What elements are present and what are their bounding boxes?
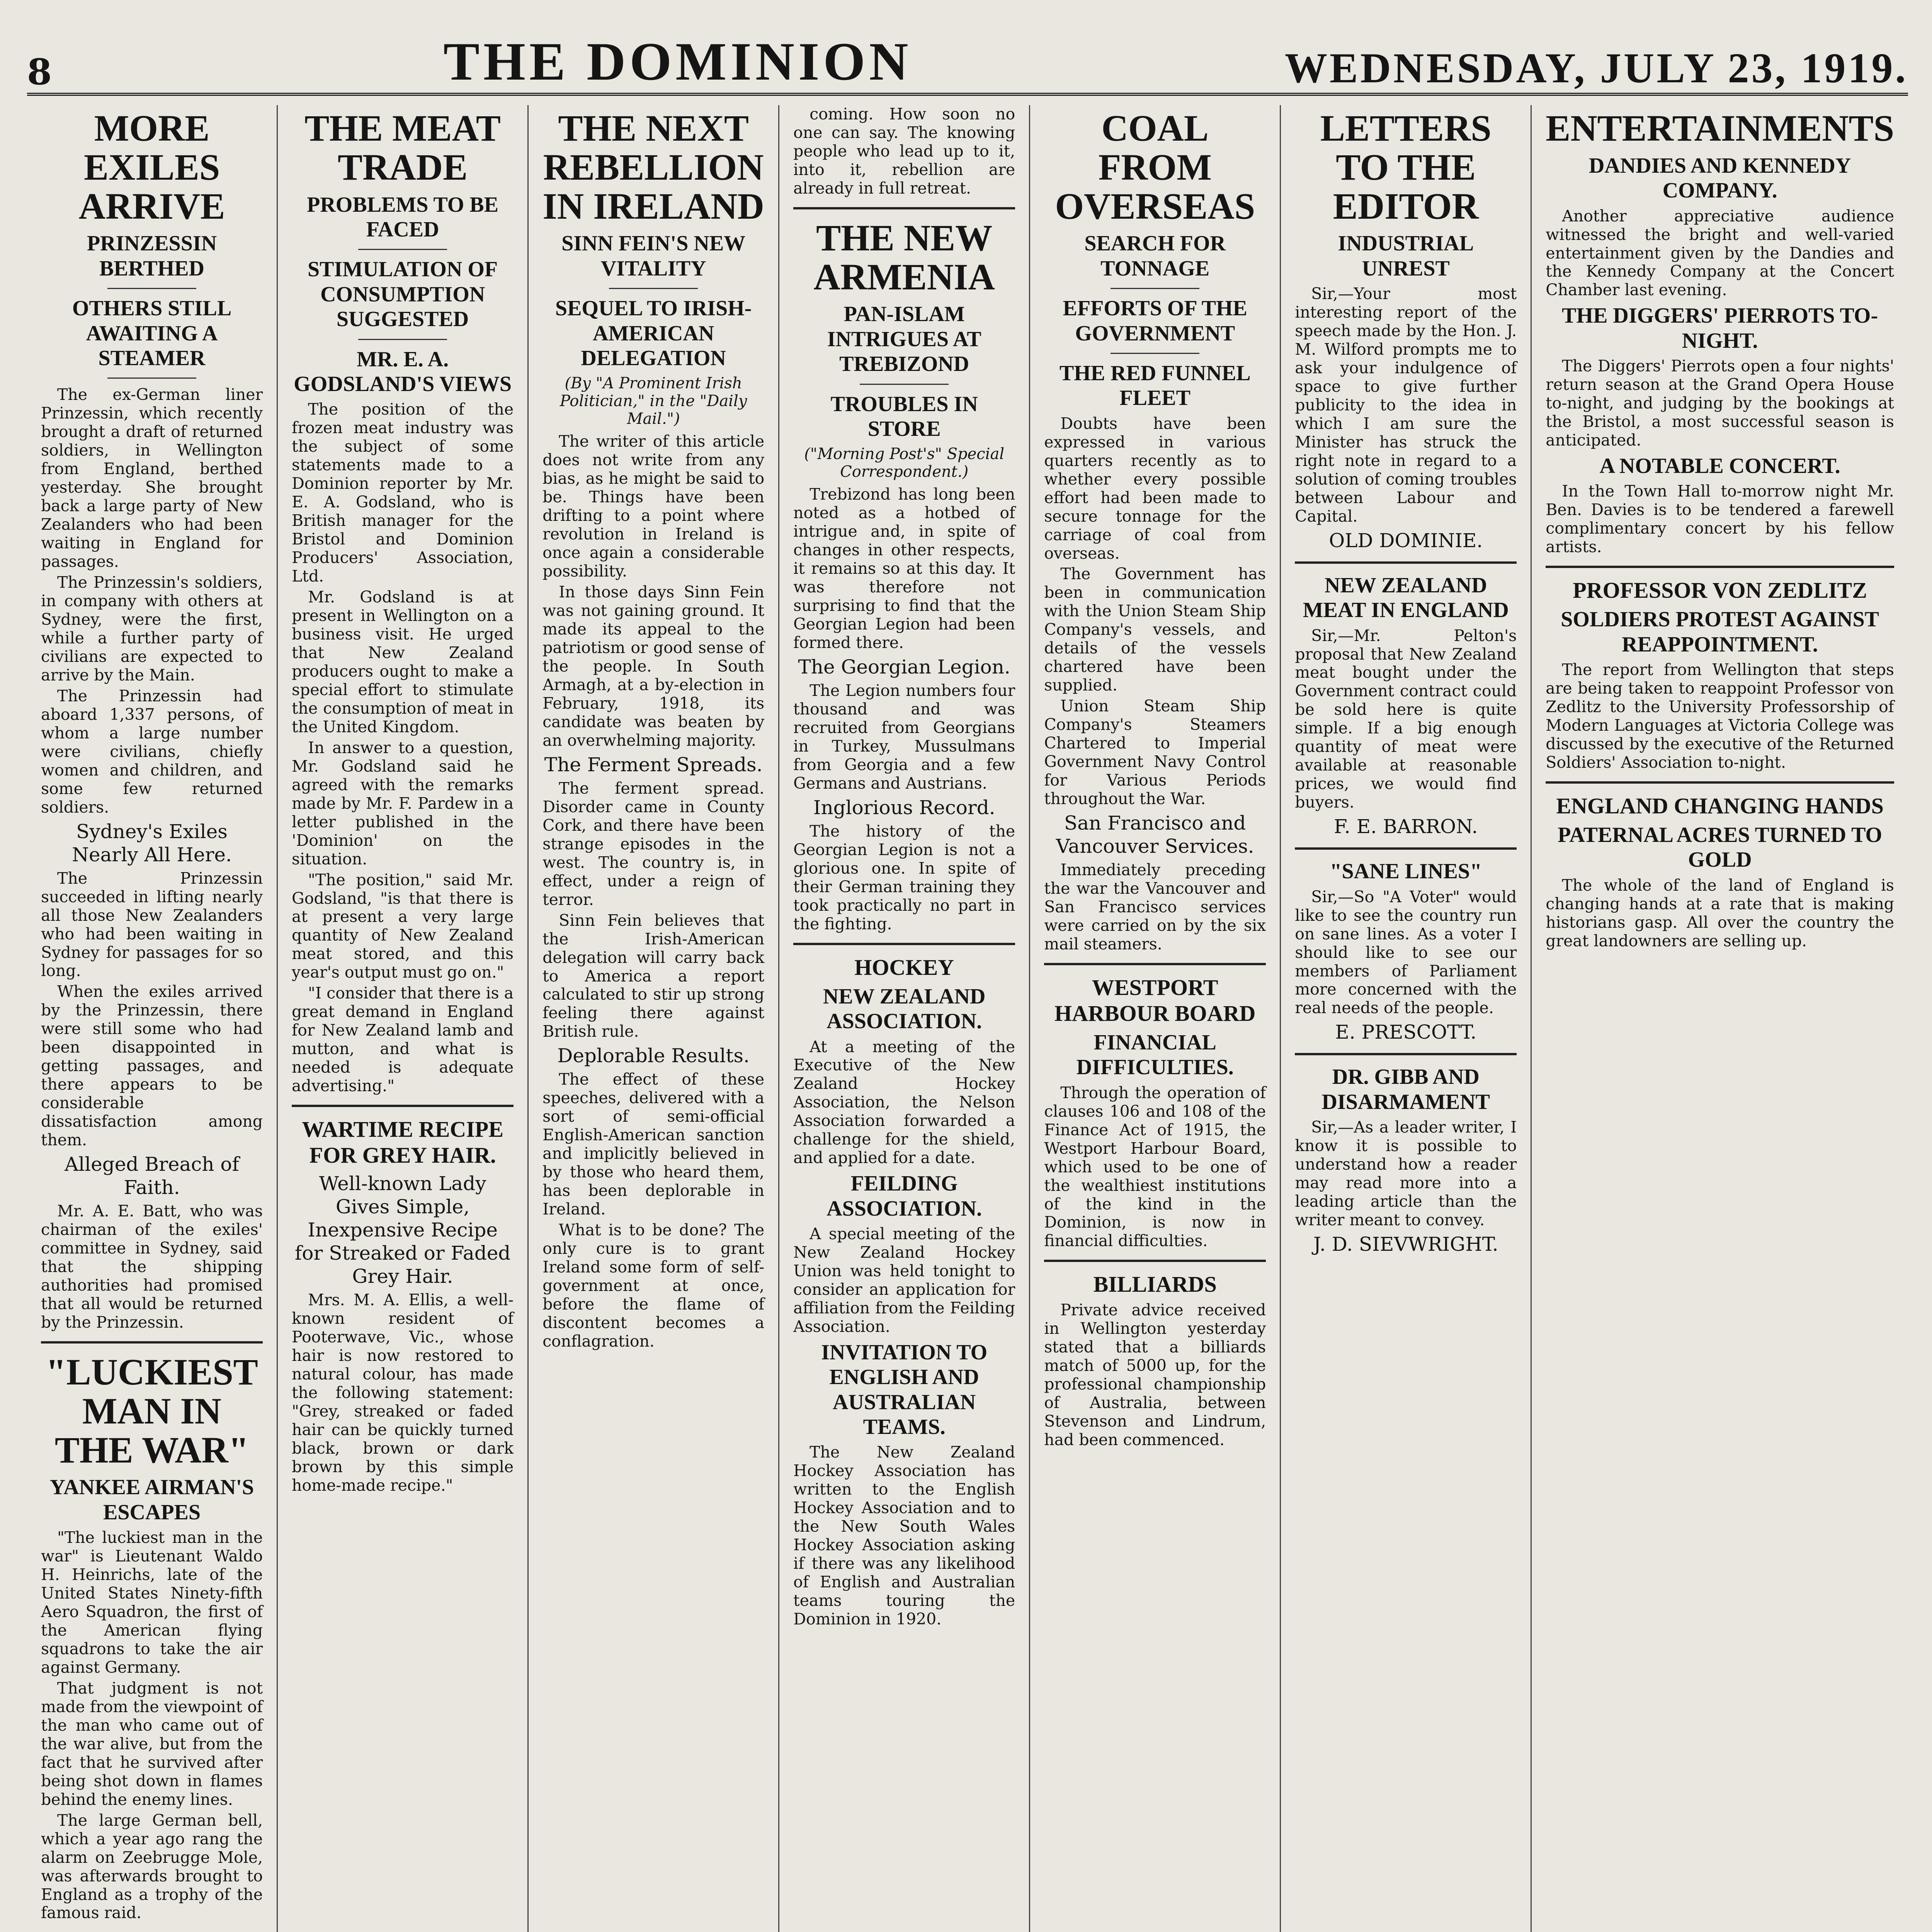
paragraph: Sir,—As a leader writer, I know it is possible to understand how a reader may read more into a leading article than the writer meant to convey.	[1295, 1118, 1517, 1230]
section-heading: PROFESSOR VON ZEDLITZ	[1573, 578, 1867, 603]
deck: INVITATION TO ENGLISH AND AUSTRALIAN TEAMS.	[821, 1340, 988, 1439]
subheading: San Francisco and Vancouver Services.	[1056, 812, 1254, 858]
paragraph: The writer of this article does not write from any bias, as he might be said to be. Things have been drifting to a point where revolution in Ireland is once again a considerable possibility.	[543, 432, 765, 581]
paragraph: The Prinzessin succeeded in lifting nearly all those New Zealanders who had been waiting in Sydney for passages for so long.	[41, 869, 263, 980]
paragraph: The whole of the land of England is changing hands at a rate that is making historians gasp. All over the country the great landowners are selling up.	[1546, 876, 1894, 950]
deck: PRINZESSIN BERTHED	[87, 231, 217, 281]
paragraph: What is to be done? The only cure is to grant Ireland some form of self-government at once, before the flame of discontent becomes a conflagration.	[543, 1221, 765, 1350]
divider	[793, 207, 1015, 209]
deck: PROBLEMS TO BE FACED	[307, 192, 498, 242]
paragraph: A special meeting of the New Zealand Hockey Union was held tonight to consider an application for affiliation from the Feilding Association.	[793, 1225, 1015, 1336]
column-2	[278, 105, 529, 1932]
headline: THE MEAT TRADE	[304, 107, 501, 188]
headline: THE NEXT REBELLION IN IRELAND	[543, 107, 764, 227]
column-3	[529, 105, 779, 1932]
divider	[1295, 1053, 1517, 1055]
deck: "SANE LINES"	[1330, 859, 1482, 884]
paragraph: Sir,—Mr. Pelton's proposal that New Zealand meat bought under the Government contract could be sold here is quite simple. If a big enough quantity of meat were available at reasonable prices, we would find buyers.	[1295, 626, 1517, 812]
deck: TROUBLES IN STORE	[830, 392, 978, 441]
paragraph: Mrs. M. A. Ellis, a well-known resident of Pooterwave, Vic., whose hair is now restored to natural colour, has made the following statement: "Grey, streaked or faded hair can be quickly turned black, brown or dark brown by this simple home-made recipe."	[292, 1291, 514, 1495]
subheading: The Ferment Spreads.	[544, 753, 763, 776]
columns	[27, 105, 1908, 1932]
column-6	[1281, 105, 1532, 1932]
divider	[41, 1341, 263, 1344]
paragraph: Mr. Godsland is at present in Wellington on a business visit. He urged that New Zealand producers ought to make a special effort to stimulate the consumption of meat in the United Kingdom.	[292, 588, 514, 736]
divider	[1044, 963, 1266, 965]
divider	[1295, 847, 1517, 850]
paragraph: The Prinzessin had aboard 1,337 persons, of whom a large number were civilians, chiefly women and children, and some few returned soldiers.	[41, 686, 263, 816]
paragraph: The Diggers' Pierrots open a four nights' return season at the Grand Opera House to-night, and judging by the bookings at the Bristol, a most successful season is anticipated.	[1546, 357, 1894, 450]
paragraph: Sir,—So "A Voter" would like to see the country run on sane lines. As a voter I should like to see our members of Parliament more concerned with the real needs of the people.	[1295, 887, 1517, 1017]
paragraph: "The luckiest man in the war" is Lieutenant Waldo H. Heinrichs, late of the United States Ninety-fifth Aero Squadron, the first of the American flying squadrons to take the air against Germany.	[41, 1528, 263, 1677]
subheading: The Georgian Legion.	[798, 656, 1010, 679]
paragraph: The Government has been in communication with the Union Steam Ship Company's vessels, and details of the vessels chartered have been supplied.	[1044, 565, 1266, 695]
subheading: Inglorious Record.	[813, 796, 995, 819]
deck: NEW ZEALAND ASSOCIATION.	[823, 984, 986, 1034]
signature: E. PRESCOTT.	[1335, 1021, 1477, 1044]
deck: INDUSTRIAL UNREST	[1338, 231, 1474, 281]
divider	[860, 384, 949, 385]
paragraph: In answer to a question, Mr. Godsland said he agreed with the remarks made by Mr. F. Pardew in a letter published in the 'Dominion' on the situation.	[292, 738, 514, 868]
column-5	[1030, 105, 1281, 1932]
divider	[609, 288, 698, 289]
section-heading: WESTPORT HARBOUR BOARD	[1054, 975, 1256, 1026]
deck: PATERNAL ACRES TURNED TO GOLD	[1558, 823, 1882, 872]
paragraph: The history of the Georgian Legion is not a glorious one. In spite of their German training they took practically no part in the fighting.	[793, 821, 1015, 933]
divider	[358, 249, 447, 250]
byline: ("Morning Post's" Special Correspondent.)	[804, 445, 1005, 481]
divider	[1111, 353, 1199, 354]
divider	[107, 378, 196, 379]
paragraph: The New Zealand Hockey Association has written to the English Hockey Association and to the New South Wales Hockey Association asking if there was any likelihood of English and Australian teams touring the Dominion in 1920.	[793, 1443, 1015, 1629]
deck: MR. E. A. GODSLAND'S VIEWS	[294, 347, 512, 396]
deck: NEW ZEALAND MEAT IN ENGLAND	[1303, 573, 1509, 622]
column-1	[27, 105, 278, 1932]
headline: ENTERTAINMENTS	[1546, 107, 1894, 149]
divider	[1295, 561, 1517, 564]
signature: OLD DOMINIE.	[1329, 529, 1483, 552]
deck: A NOTABLE CONCERT.	[1599, 454, 1840, 478]
deck: THE RED FUNNEL FLEET	[1059, 361, 1251, 410]
paragraph: In the Town Hall to-morrow night Mr. Ben. Davies is to be tendered a farewell complimentary concert by his fellow artists.	[1546, 482, 1894, 556]
deck: STIMULATION OF CONSUMPTION SUGGESTED	[308, 257, 498, 332]
paragraph: Sinn Fein believes that the Irish-American delegation will carry back to America a report calculated to stir up strong feeling there against British rule.	[543, 911, 765, 1041]
deck: SINN FEIN'S NEW VITALITY	[561, 231, 746, 281]
paragraph: "The position," said Mr. Godsland, "is that there is at present a very large quantity of New Zealand meat stored, and this year's output must go on."	[292, 870, 514, 982]
divider	[793, 943, 1015, 945]
subheading: Deplorable Results.	[557, 1044, 750, 1067]
paragraph: Sir,—Your most interesting report of the speech made by the Hon. J. M. Wilford prompts me to ask your indulgence of space to give further publicity to the idea in which I am sure the Minister has struck the right note in regard to a solution of coming troubles between Labour and Capital.	[1295, 284, 1517, 526]
paragraph: The Prinzessin's soldiers, in company with others at Sydney, were the first, while a further party of civilians are expected to arrive by the Main.	[41, 573, 263, 684]
paragraph: The effect of these speeches, delivered with a sort of semi-official English-American sanction and implicitly believed in by those who heard them, has been deplorable in Ireland.	[543, 1070, 765, 1219]
paragraph: In those days Sinn Fein was not gaining ground. It made its appeal to the patriotism or good sense of the people. In South Armagh, at a by-election in February, 1918, its candidate was beaten by an overwhelming majority.	[543, 583, 765, 750]
paragraph: At a meeting of the Executive of the New Zealand Hockey Association, the Nelson Association forwarded a challenge for the shield, and applied for a date.	[793, 1037, 1015, 1167]
paragraph: Immediately preceding the war the Vancouver and San Francisco services were carried on by the six mail steamers.	[1044, 861, 1266, 953]
deck: DR. GIBB AND DISARMAMENT	[1321, 1065, 1490, 1114]
deck: PAN-ISLAM INTRIGUES AT TREBIZOND	[827, 302, 981, 376]
paragraph: Another appreciative audience witnessed the bright and well-varied entertainment given by the Dandies and the Kennedy Company at the Concert Chamber last evening.	[1546, 206, 1894, 299]
newspaper-title: THE DOMINION	[443, 32, 912, 92]
byline: (By "A Prominent Irish Politician," in the "Daily Mail.")	[560, 374, 747, 428]
column-7	[1532, 105, 1908, 1932]
paragraph: coming. How soon no one can say. The knowing people who lead up to it, into it, rebellion are already in full retreat.	[793, 105, 1015, 197]
section-heading: BILLIARDS	[1093, 1272, 1217, 1297]
headline: THE NEW ARMENIA	[813, 217, 995, 298]
deck: SOLDIERS PROTEST AGAINST REAPPOINTMENT.	[1561, 607, 1879, 656]
paragraph: The large German bell, which a year ago rang the alarm on Zeebrugge Mole, was afterwards brought to England as a trophy of the famous raid.	[41, 1811, 263, 1922]
divider	[292, 1105, 514, 1107]
paragraph: The Legion numbers four thousand and was recruited from Georgians in Turkey, Mussulmans from Georgia and a few Germans and Austrians.	[793, 681, 1015, 793]
masthead	[27, 32, 1908, 96]
paragraph: The position of the frozen meat industry was the subject of some statements made to a Dominion reporter by Mr. E. A. Godsland, who is British manager for the Bristol and Dominion Producers' Association, Ltd.	[292, 400, 514, 586]
deck: THE DIGGERS' PIERROTS TO-NIGHT.	[1562, 304, 1878, 353]
deck: EFFORTS OF THE GOVERNMENT	[1063, 296, 1247, 345]
section-heading: WARTIME RECIPE FOR GREY HAIR.	[302, 1117, 503, 1168]
paragraph: That judgment is not made from the viewpoint of the man who came out of the war alive, but from the fact that he survived after being shot down in flames behind the enemy lines.	[41, 1679, 263, 1809]
divider	[1546, 781, 1894, 784]
page-number: 8	[27, 51, 52, 93]
deck: DANDIES AND KENNEDY COMPANY.	[1588, 153, 1851, 203]
signature: J. D. SIEVWRIGHT.	[1313, 1233, 1498, 1255]
headline: MORE EXILES ARRIVE	[78, 107, 225, 227]
deck: FEILDING ASSOCIATION.	[827, 1172, 982, 1221]
deck: YANKEE AIRMAN'S ESCAPES	[49, 1475, 254, 1524]
section-heading: ENGLAND CHANGING HANDS	[1556, 793, 1884, 818]
paragraph: When the exiles arrived by the Prinzessin, there were still some who had been disappointed in getting passages, and there appears to be considerable dissatisfaction among them.	[41, 982, 263, 1150]
subheading: Sydney's Exiles Nearly All Here.	[72, 820, 232, 866]
issue-date: WEDNESDAY, JULY 23, 1919.	[1285, 44, 1908, 92]
divider	[1044, 1260, 1266, 1262]
divider	[358, 339, 447, 340]
paragraph: Through the operation of clauses 106 and 108 of the Finance Act of 1915, the Westport Harbour Board, which used to be one of the wealthiest institutions of the kind in the Dominion, is now in financial difficulties.	[1044, 1083, 1266, 1250]
paragraph: "I consider that there is a great demand in England for New Zealand lamb and mutton, and what is needed is adequate advertising."	[292, 984, 514, 1095]
paragraph: The ferment spread. Disorder came in County Cork, and there have been strange episodes in the west. The country is, in effect, under a reign of terror.	[543, 779, 765, 909]
paragraph: The report from Wellington that steps are being taken to reappoint Professor von Zedlitz to the University Professorship of Modern Languages at Victoria College was discussed by the executive of the Returned Soldiers' Association to-night.	[1546, 660, 1894, 772]
divider	[107, 288, 196, 289]
section-heading: HOCKEY	[854, 954, 954, 980]
subheading: Alleged Breach of Faith.	[65, 1153, 239, 1199]
paragraph: The ex-German liner Prinzessin, which recently brought a draft of returned soldiers, in Wellington from England, berthed yesterday. She brought back a large party of New Zealanders who had been waiting in England for passages.	[41, 385, 263, 571]
deck: OTHERS STILL AWAITING A STEAMER	[72, 296, 232, 370]
divider	[1546, 566, 1894, 568]
signature: F. E. BARRON.	[1333, 815, 1478, 838]
paragraph: Private advice received in Wellington yesterday stated that a billiards match of 5000 up, for the professional championship of Australia, between Stevenson and Lindrum, had been commenced.	[1044, 1301, 1266, 1449]
subheading: Well-known Lady Gives Simple, Inexpensive Recipe for Streaked or Faded Grey Hair.	[294, 1172, 511, 1288]
paragraph: Doubts have been expressed in various quarters recently as to whether every possible effort had been made to secure tonnage for the carriage of coal from overseas.	[1044, 414, 1266, 563]
paragraph: Mr. A. E. Batt, who was chairman of the exiles' committee in Sydney, said that the shipping authorities had promised that all would be returned by the Prinzessin.	[41, 1202, 263, 1332]
headline: COAL FROM OVERSEAS	[1055, 107, 1255, 227]
deck: FINANCIAL DIFFICULTIES.	[1076, 1030, 1234, 1080]
headline: LETTERS TO THE EDITOR	[1320, 107, 1492, 227]
deck: SEARCH FOR TONNAGE	[1084, 231, 1226, 281]
divider	[1111, 288, 1199, 289]
column-4	[779, 105, 1030, 1932]
paragraph: Union Steam Ship Company's Steamers Chartered to Imperial Government Navy Control for Various Periods throughout the War.	[1044, 697, 1266, 808]
headline: "LUCKIEST MAN IN THE WAR"	[46, 1351, 258, 1471]
paragraph: Trebizond has long been noted as a hotbed of intrigue and, in spite of changes in other respects, it remains so at this day. It was therefore not surprising to find that the Georgian Legion had been formed there.	[793, 485, 1015, 652]
deck: SEQUEL TO IRISH-AMERICAN DELEGATION	[555, 296, 752, 370]
